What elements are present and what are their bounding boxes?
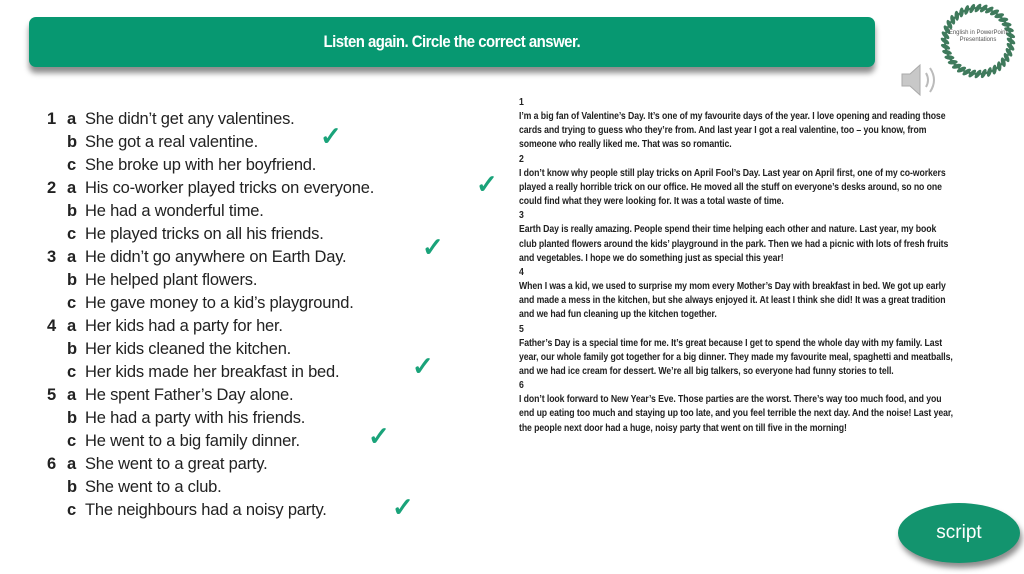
check-mark-icon: ✓ <box>368 421 390 451</box>
option-letter: a <box>67 110 76 128</box>
option-letter: a <box>67 386 76 404</box>
question-number <box>47 361 67 384</box>
option-letter: a <box>67 455 76 473</box>
option-text: She got a real valentine. <box>85 133 258 151</box>
option-text: She didn’t get any valentines. <box>85 110 295 128</box>
option-text: He didn’t go anywhere on Earth Day. <box>85 248 347 266</box>
question-number <box>47 131 67 154</box>
answer-option[interactable] <box>47 292 374 315</box>
page-title: Listen again. Circle the correct answer. <box>323 32 581 51</box>
question-number <box>47 154 67 177</box>
question-number: 3 <box>47 248 56 266</box>
option-letter: c <box>67 156 76 174</box>
question-number: 1 <box>47 110 56 128</box>
option-text: Her kids had a party for her. <box>85 317 283 335</box>
logo <box>938 2 1018 80</box>
question-number <box>47 292 67 315</box>
check-mark-icon: ✓ <box>320 121 342 151</box>
speaker-icon[interactable] <box>900 60 942 100</box>
script-number: 4 <box>519 266 524 278</box>
option-letter: c <box>67 294 76 312</box>
answer-option[interactable] <box>47 476 374 499</box>
option-letter: a <box>67 179 76 197</box>
option-text: Her kids cleaned the kitchen. <box>85 340 292 358</box>
option-text: He spent Father’s Day alone. <box>85 386 294 404</box>
question-number <box>47 200 67 223</box>
script-paragraph: When I was a kid, we used to surprise my mom every Mother’s Day with breakfast in bed. We got up early and made a mess in the kitchen, but she always enjoyed it. At least I think she did! It was a great tradition and we had fun cleaning up the kitchen together. <box>519 281 946 321</box>
answer-option[interactable] <box>47 453 374 476</box>
answer-option[interactable] <box>47 246 374 269</box>
answer-option[interactable] <box>47 338 374 361</box>
script-paragraph: I don’t know why people still play tricks on April Fool’s Day. Last year on April first, one of my co-workers played a really horrible trick on our office. He moved all the stuff on everyone’s desks around, so no one could find what they were looking for. It was a total waste of time. <box>519 167 946 208</box>
question-number <box>47 476 67 499</box>
script-text <box>519 96 953 436</box>
script-paragraph: Earth Day is really amazing. People spend their time helping each other and nature. Last year, my book club planted flowers around the kids’ playground in the park. Then we had a picnic with lots of fresh fruits and vegetables. I hope we do something just as special this year! <box>519 224 949 264</box>
option-letter: c <box>67 501 76 519</box>
option-letter: a <box>67 248 76 266</box>
option-text: He helped plant flowers. <box>85 271 258 289</box>
answer-option[interactable] <box>47 315 374 338</box>
script-button[interactable]: script <box>898 503 1020 563</box>
option-letter: a <box>67 317 76 335</box>
question-number <box>47 338 67 361</box>
answer-option[interactable] <box>47 384 374 407</box>
answer-option[interactable] <box>47 499 374 522</box>
option-text: He went to a big family dinner. <box>85 432 300 450</box>
question-number <box>47 430 67 453</box>
question-number <box>47 223 67 246</box>
answer-option[interactable] <box>47 407 374 430</box>
script-number: 5 <box>519 323 524 335</box>
check-mark-icon: ✓ <box>422 232 444 262</box>
option-text: He had a party with his friends. <box>85 409 306 427</box>
check-mark-icon: ✓ <box>392 492 414 522</box>
option-text: His co-worker played tricks on everyone. <box>85 179 375 197</box>
script-paragraph: Father’s Day is a special time for me. It’s great because I get to spend the whole day with my family. Last year, our whole family got together for a big dinner. They made my favourite meal, spaghetti and meatballs, and we had ice cream for dessert. We’re all big talkers, so everyone had funny stories to tell. <box>519 337 953 377</box>
option-letter: b <box>67 133 77 151</box>
script-number: 3 <box>519 210 524 222</box>
questions-list <box>47 108 374 522</box>
option-text: He played tricks on all his friends. <box>85 225 324 243</box>
option-letter: c <box>67 225 76 243</box>
answer-option[interactable] <box>47 223 374 246</box>
logo-text: English in PowerPoint Presentations <box>948 30 1008 43</box>
option-text: He gave money to a kid’s playground. <box>85 294 354 312</box>
question-number <box>47 269 67 292</box>
question-number <box>47 407 67 430</box>
option-letter: b <box>67 409 77 427</box>
question-number: 6 <box>47 455 56 473</box>
option-text: The neighbours had a noisy party. <box>85 501 327 519</box>
script-number: 2 <box>519 153 524 165</box>
script-paragraph: I’m a big fan of Valentine’s Day. It’s one of my favourite days of the year. I love opening and reading those cards and trying to guess who they’re from. And last year I got a real valentine, too – you know, from someone who really liked me. That was so romantic. <box>519 111 946 151</box>
question-number: 2 <box>47 179 56 197</box>
option-letter: b <box>67 202 77 220</box>
question-number: 4 <box>47 317 56 335</box>
option-text: He had a wonderful time. <box>85 202 264 220</box>
check-mark-icon: ✓ <box>476 169 498 199</box>
title-banner <box>29 17 875 67</box>
option-letter: b <box>67 340 77 358</box>
script-paragraph: I don’t look forward to New Year’s Eve. Those parties are the worst. There’s way too much food, and you end up eating too much and staying up too late, and you feel terrible the next day. And the noise! Last year, the people next door had a huge, noisy party that went on till five in the morning! <box>519 394 954 434</box>
answer-option[interactable] <box>47 269 374 292</box>
option-text: She went to a club. <box>85 478 222 496</box>
question-number: 5 <box>47 386 56 404</box>
answer-option[interactable] <box>47 177 374 200</box>
check-mark-icon: ✓ <box>412 351 434 381</box>
answer-option[interactable] <box>47 361 374 384</box>
answer-option[interactable] <box>47 430 374 453</box>
option-letter: c <box>67 363 76 381</box>
option-text: She went to a great party. <box>85 455 268 473</box>
answer-option[interactable] <box>47 154 374 177</box>
option-text: She broke up with her boyfriend. <box>85 156 317 174</box>
option-letter: c <box>67 432 76 450</box>
script-number: 1 <box>519 97 524 108</box>
option-text: Her kids made her breakfast in bed. <box>85 363 340 381</box>
script-number: 6 <box>519 380 524 392</box>
option-letter: b <box>67 478 77 496</box>
option-letter: b <box>67 271 77 289</box>
answer-option[interactable] <box>47 200 374 223</box>
question-number <box>47 499 67 522</box>
